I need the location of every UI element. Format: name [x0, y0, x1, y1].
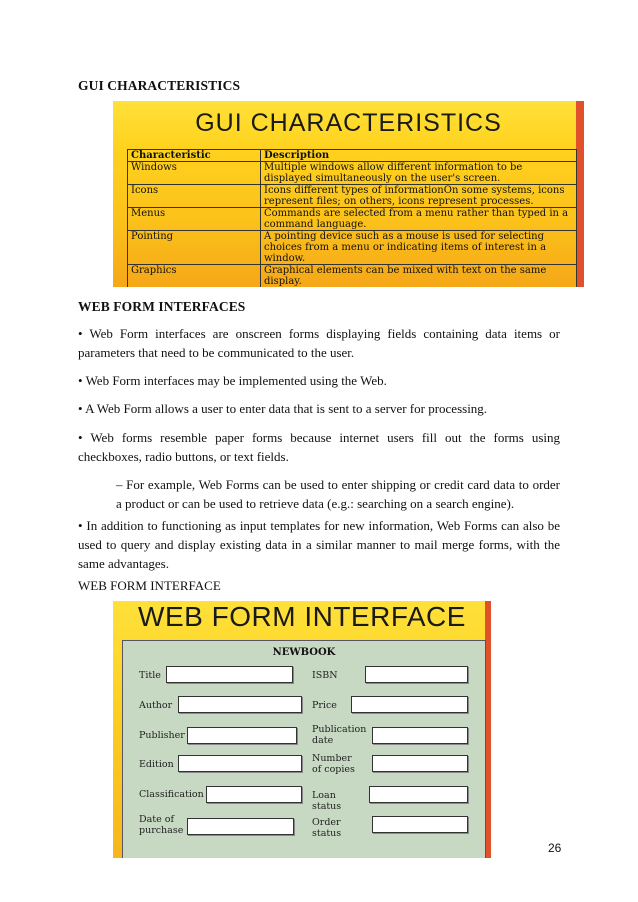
newbook-form — [122, 640, 486, 858]
order-status-input[interactable] — [372, 816, 468, 833]
field-label-title: Title — [139, 670, 161, 681]
characteristic-name: Menus — [128, 208, 261, 231]
field-label-isbn: ISBN — [312, 670, 338, 681]
slide-title: WEB FORM INTERFACE — [138, 601, 466, 632]
paragraph: • A Web Form allows a user to enter data that is sent to a server for processing. — [78, 401, 488, 416]
table-row — [128, 231, 577, 265]
paragraph: • Web forms resemble paper forms because internet users fill out the forms using checkboxes, radio buttons, or text fields. — [78, 430, 560, 464]
isbn-input[interactable] — [365, 666, 468, 683]
characteristic-name: Windows — [128, 162, 261, 185]
web-form-interface-slide — [113, 601, 491, 858]
classification-input[interactable] — [206, 786, 302, 803]
slide-title: GUI CHARACTERISTICS — [195, 109, 502, 137]
title-input[interactable] — [166, 666, 293, 683]
characteristic-name: Icons — [128, 185, 261, 208]
field-label-number-of-copies: Number of copies — [312, 753, 355, 775]
field-label-classification: Classification — [139, 789, 204, 800]
characteristic-description: Multiple windows allow different information to be displayed simultaneously on the user's screen. — [261, 162, 577, 185]
table-row — [128, 185, 577, 208]
table-row — [128, 162, 577, 185]
field-label-price: Price — [312, 700, 337, 711]
field-label-date-of-purchase: Date of purchase — [139, 814, 184, 836]
loan-status-input[interactable] — [369, 786, 468, 803]
field-label-publication-date: Publication date — [312, 724, 367, 746]
characteristic-description: A pointing device such as a mouse is used for selecting choices from a menu or indicating items of interest in a window. — [261, 231, 577, 265]
publisher-input[interactable] — [187, 727, 297, 744]
characteristic-name: Pointing — [128, 231, 261, 265]
characteristics-table — [127, 149, 577, 287]
paragraph: • Web Form interfaces may be implemented using the Web. — [78, 373, 387, 388]
date-of-purchase-input[interactable] — [187, 818, 294, 835]
page-number: 26 — [548, 841, 562, 855]
table-row — [128, 208, 577, 231]
characteristic-description: Graphical elements can be mixed with text on the same display. — [261, 265, 577, 288]
characteristic-description: Icons different types of informationOn some systems, icons represent files; on others, icons represent processes. — [261, 185, 577, 208]
publication-date-input[interactable] — [372, 727, 468, 744]
field-label-publisher: Publisher — [139, 730, 185, 741]
paragraph: • Web Form interfaces are onscreen forms displaying fields containing data items or parameters that need to be communicated to the user. — [78, 326, 560, 360]
price-input[interactable] — [351, 696, 468, 713]
gui-characteristics-slide — [113, 101, 584, 287]
field-label-order-status: Order status — [312, 817, 342, 839]
column-header: Description — [261, 150, 577, 162]
table-row — [128, 265, 577, 288]
table-header-row — [128, 150, 577, 162]
heading-web-form-interfaces: WEB FORM INTERFACES — [78, 299, 246, 314]
characteristic-name: Graphics — [128, 265, 261, 288]
characteristic-description: Commands are selected from a menu rather than typed in a command language. — [261, 208, 577, 231]
web-form-interface-caption: WEB FORM INTERFACE — [78, 578, 221, 593]
edition-input[interactable] — [178, 755, 302, 772]
heading-gui-characteristics: GUI CHARACTERISTICS — [78, 78, 241, 93]
field-label-loan-status: Loan status — [312, 790, 342, 812]
number-of-copies-input[interactable] — [372, 755, 468, 772]
column-header: Characteristic — [128, 150, 261, 162]
field-label-author: Author — [139, 700, 173, 711]
form-title: NEWBOOK — [272, 647, 336, 658]
author-input[interactable] — [178, 696, 302, 713]
paragraph-example: – For example, Web Forms can be used to enter shipping or credit card data to order a product or can be used to retrieve data (e.g.: searching on a search engine). — [116, 477, 560, 511]
field-label-edition: Edition — [139, 759, 174, 770]
paragraph: • In addition to functioning as input templates for new information, Web Forms can also be used to query and display existing data in a similar manner to mail merge forms, with the same advantages. — [78, 518, 560, 571]
